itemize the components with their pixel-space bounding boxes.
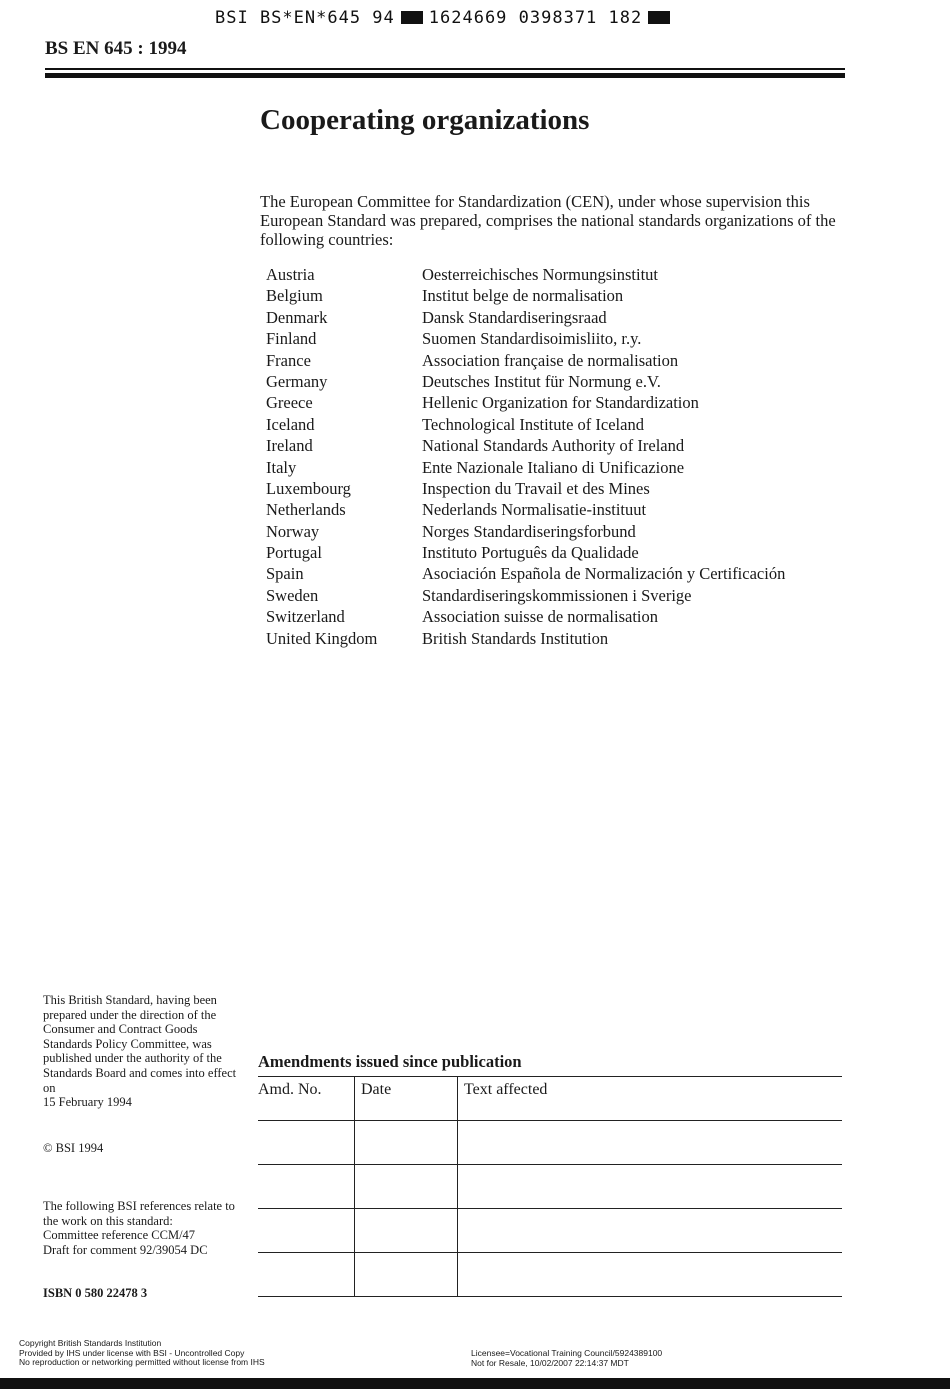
bottom-bar — [0, 1378, 950, 1389]
list-item — [266, 371, 785, 392]
barcode-block — [648, 11, 670, 24]
org-name: Nederlands Normalisatie-instituut — [422, 500, 647, 520]
org-country: Norway — [266, 521, 320, 541]
list-item — [266, 392, 785, 413]
draft-reference: Draft for comment 92/39054 DC — [43, 1242, 208, 1257]
org-name: Association française de normalisation — [422, 350, 679, 370]
org-name: Instituto Português da Qualidade — [422, 543, 639, 563]
org-name: Association suisse de normalisation — [422, 607, 659, 627]
committee-reference: Committee reference CCM/47 — [43, 1228, 196, 1243]
org-country: Sweden — [266, 585, 319, 605]
footer-right — [471, 1349, 662, 1368]
effect-date: 15 February 1994 — [43, 1095, 132, 1110]
org-name: Institut belge de normalisation — [422, 286, 624, 306]
references-intro: The following BSI references relate to the work on this standard: — [43, 1199, 235, 1228]
list-item — [266, 414, 785, 435]
list-item — [266, 435, 785, 456]
org-country: Finland — [266, 329, 317, 349]
list-item — [266, 457, 785, 478]
list-item — [266, 328, 785, 349]
org-name: Standardiseringskommissionen i Sverige — [422, 585, 692, 605]
footer-licensee: Licensee=Vocational Training Council/5924389100 — [471, 1348, 663, 1358]
org-name: National Standards Authority of Ireland — [422, 436, 685, 456]
references-note — [43, 1199, 248, 1257]
page-title: Cooperating organizations — [260, 104, 590, 136]
org-country: Austria — [266, 265, 315, 284]
list-item — [266, 499, 785, 520]
org-country: Italy — [266, 457, 297, 477]
org-country: Denmark — [266, 307, 328, 327]
footer-left — [19, 1339, 265, 1368]
org-country: Belgium — [266, 286, 323, 306]
amendments-title: Amendments issued since publication — [258, 1052, 522, 1071]
list-item — [266, 606, 785, 627]
org-name: Oesterreichisches Normungsinstitut — [422, 265, 658, 284]
table-row — [258, 1209, 842, 1253]
list-item — [266, 307, 785, 328]
org-name: Inspection du Travail et des Mines — [422, 478, 650, 498]
barcode-line — [215, 8, 676, 28]
header-rule-thin — [45, 68, 845, 70]
org-country: United Kingdom — [266, 628, 378, 648]
organization-list — [266, 264, 785, 649]
footer-license: Provided by IHS under license with BSI - Uncontrolled Copy — [19, 1347, 245, 1358]
header-rule-thick — [45, 73, 845, 78]
col-date: Date — [355, 1077, 458, 1121]
list-item — [266, 563, 785, 584]
org-country: Greece — [266, 393, 313, 413]
org-country: Spain — [266, 564, 304, 584]
list-item — [266, 350, 785, 371]
org-country: Germany — [266, 371, 328, 391]
org-country: Portugal — [266, 543, 322, 563]
footer-resale: Not for Resale, 10/02/2007 22:14:37 MDT — [471, 1357, 629, 1368]
list-item — [266, 478, 785, 499]
list-item — [266, 628, 785, 649]
intro-paragraph: The European Committee for Standardization (CEN), under whose supervision this European Standard was prepared, comprises the national standards organizations of the following countries: — [260, 192, 836, 249]
org-name: Suomen Standardisoimisliito, r.y. — [422, 329, 642, 349]
copyright-note: © BSI 1994 — [43, 1141, 104, 1155]
org-country: Switzerland — [266, 607, 345, 627]
org-country: Luxembourg — [266, 478, 351, 498]
list-item — [266, 585, 785, 606]
list-item — [266, 285, 785, 306]
barcode-prefix: BSI BS*EN*645 94 — [215, 8, 395, 28]
org-name: Ente Nazionale Italiano di Unificazione — [422, 457, 685, 477]
org-name: Deutsches Institut für Normung e.V. — [422, 371, 661, 391]
table-row — [258, 1253, 842, 1297]
org-name: Dansk Standardiseringsraad — [422, 307, 607, 327]
footer-reproduction: No reproduction or networking permitted without license from IHS — [19, 1357, 265, 1367]
table-row — [258, 1165, 842, 1209]
table-row — [258, 1121, 842, 1165]
org-country: France — [266, 350, 311, 370]
org-name: British Standards Institution — [422, 628, 609, 648]
list-item — [266, 264, 785, 285]
org-name: Norges Standardiseringsforbund — [422, 521, 636, 541]
list-item — [266, 521, 785, 542]
authority-text: This British Standard, having been prepared under the direction of the Consumer and Contract Goods Standards Policy Committee, was published under the authority of the Standards Board and comes into effect on — [43, 993, 237, 1095]
org-country: Netherlands — [266, 500, 346, 520]
org-name: Technological Institute of Iceland — [422, 414, 644, 434]
barcode-block — [401, 11, 423, 24]
standard-id: BS EN 645 : 1994 — [45, 38, 187, 59]
barcode-suffix: 182 — [608, 8, 643, 28]
col-amd-no: Amd. No. — [258, 1077, 355, 1121]
footer-copyright: Copyright British Standards Institution — [19, 1338, 162, 1348]
org-country: Ireland — [266, 436, 313, 456]
org-name: Asociación Española de Normalización y Certificación — [422, 564, 786, 584]
amendments-header-row — [258, 1077, 842, 1121]
list-item — [266, 542, 785, 563]
authority-note — [43, 993, 248, 1110]
org-country: Iceland — [266, 414, 315, 434]
org-name: Hellenic Organization for Standardization — [422, 393, 699, 413]
barcode-number: 1624669 0398371 — [428, 8, 598, 28]
amendments-table — [258, 1076, 842, 1297]
col-text-affected: Text affected — [458, 1077, 843, 1121]
isbn: ISBN 0 580 22478 3 — [43, 1286, 148, 1300]
